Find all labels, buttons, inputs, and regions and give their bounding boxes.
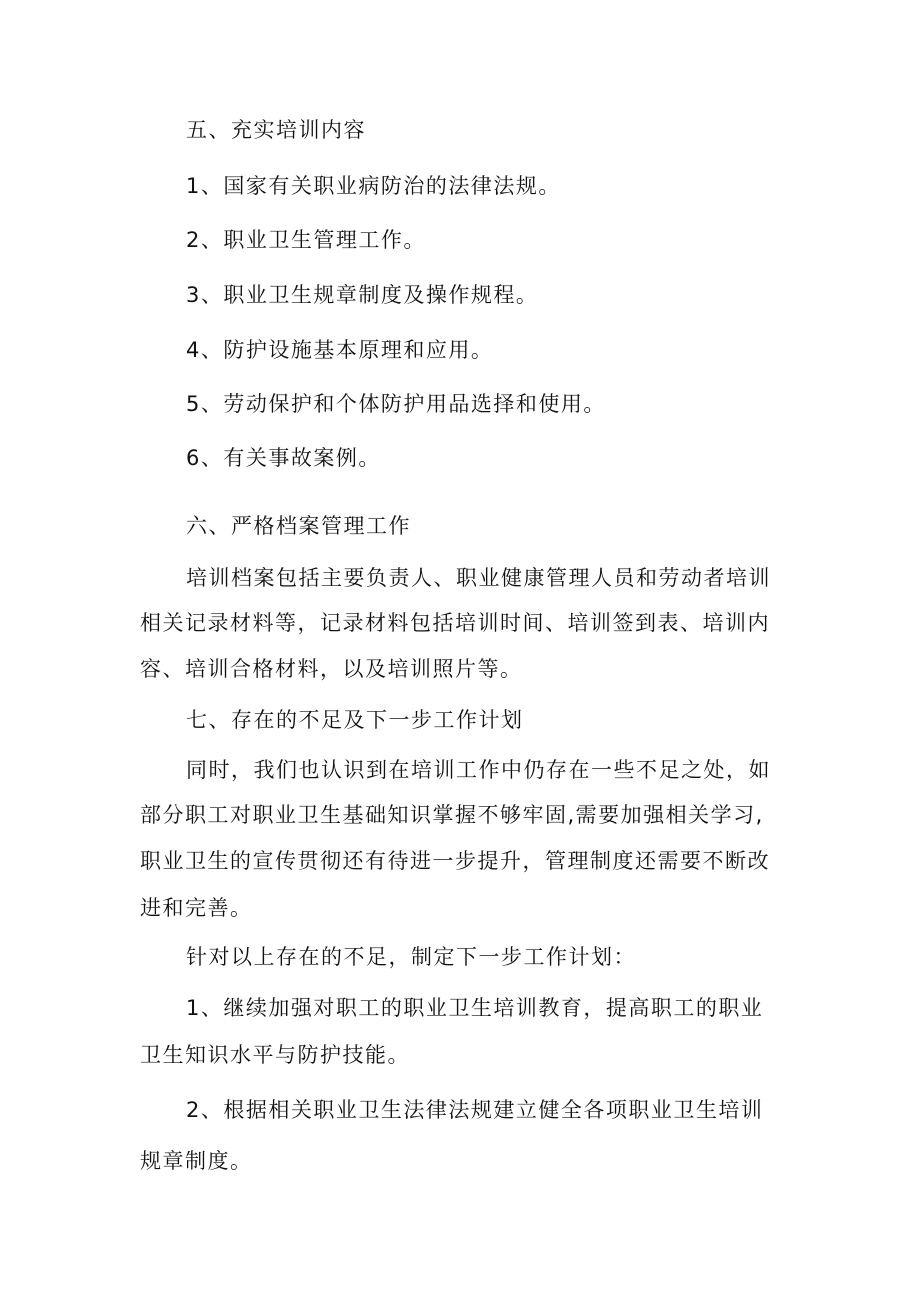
section6-para-line: 培训档案包括主要负责人、职业健康管理人员和劳动者培训 [186, 566, 771, 590]
section7-heading: 七、存在的不足及下一步工作计划 [186, 708, 524, 732]
plan-item-2-line: 2、根据相关职业卫生法律法规建立健全各项职业卫生培训 [186, 1098, 764, 1122]
section5-item-3: 3、职业卫生规章制度及操作规程。 [186, 283, 539, 307]
section5-item-6: 6、有关事故案例。 [186, 446, 381, 470]
section5-item-1: 1、国家有关职业病防治的法律法规。 [186, 174, 561, 198]
section7-para1-line: 部分职工对职业卫生基础知识掌握不够牢固,需要加强相关学习, [140, 803, 764, 827]
section6-heading: 六、严格档案管理工作 [186, 514, 411, 538]
section7-para1-line: 同时，我们也认识到在培训工作中仍存在一些不足之处，如 [186, 758, 771, 782]
plan-item-2-line: 规章制度。 [140, 1149, 253, 1173]
plan-item-1-line: 1、继续加强对职工的职业卫生培训教育，提高职工的职业 [186, 996, 764, 1020]
section7-para1-line: 职业卫生的宣传贯彻还有待进一步提升，管理制度还需要不断改 [140, 849, 770, 873]
section5-item-2: 2、职业卫生管理工作。 [186, 228, 426, 252]
section7-para1-line: 进和完善。 [140, 896, 253, 920]
section5-item-5: 5、劳动保护和个体防护用品选择和使用。 [186, 392, 606, 416]
plan-item-1-line: 卫生知识水平与防护技能。 [140, 1043, 410, 1067]
section5-item-4: 4、防护设施基本原理和应用。 [186, 338, 494, 362]
section7-para2: 针对以上存在的不足，制定下一步工作计划： [186, 945, 636, 969]
section5-heading: 五、充实培训内容 [186, 118, 366, 142]
section6-para-line: 容、培训合格材料，以及培训照片等。 [140, 657, 523, 681]
section6-para-line: 相关记录材料等，记录材料包括培训时间、培训签到表、培训内 [140, 611, 770, 635]
